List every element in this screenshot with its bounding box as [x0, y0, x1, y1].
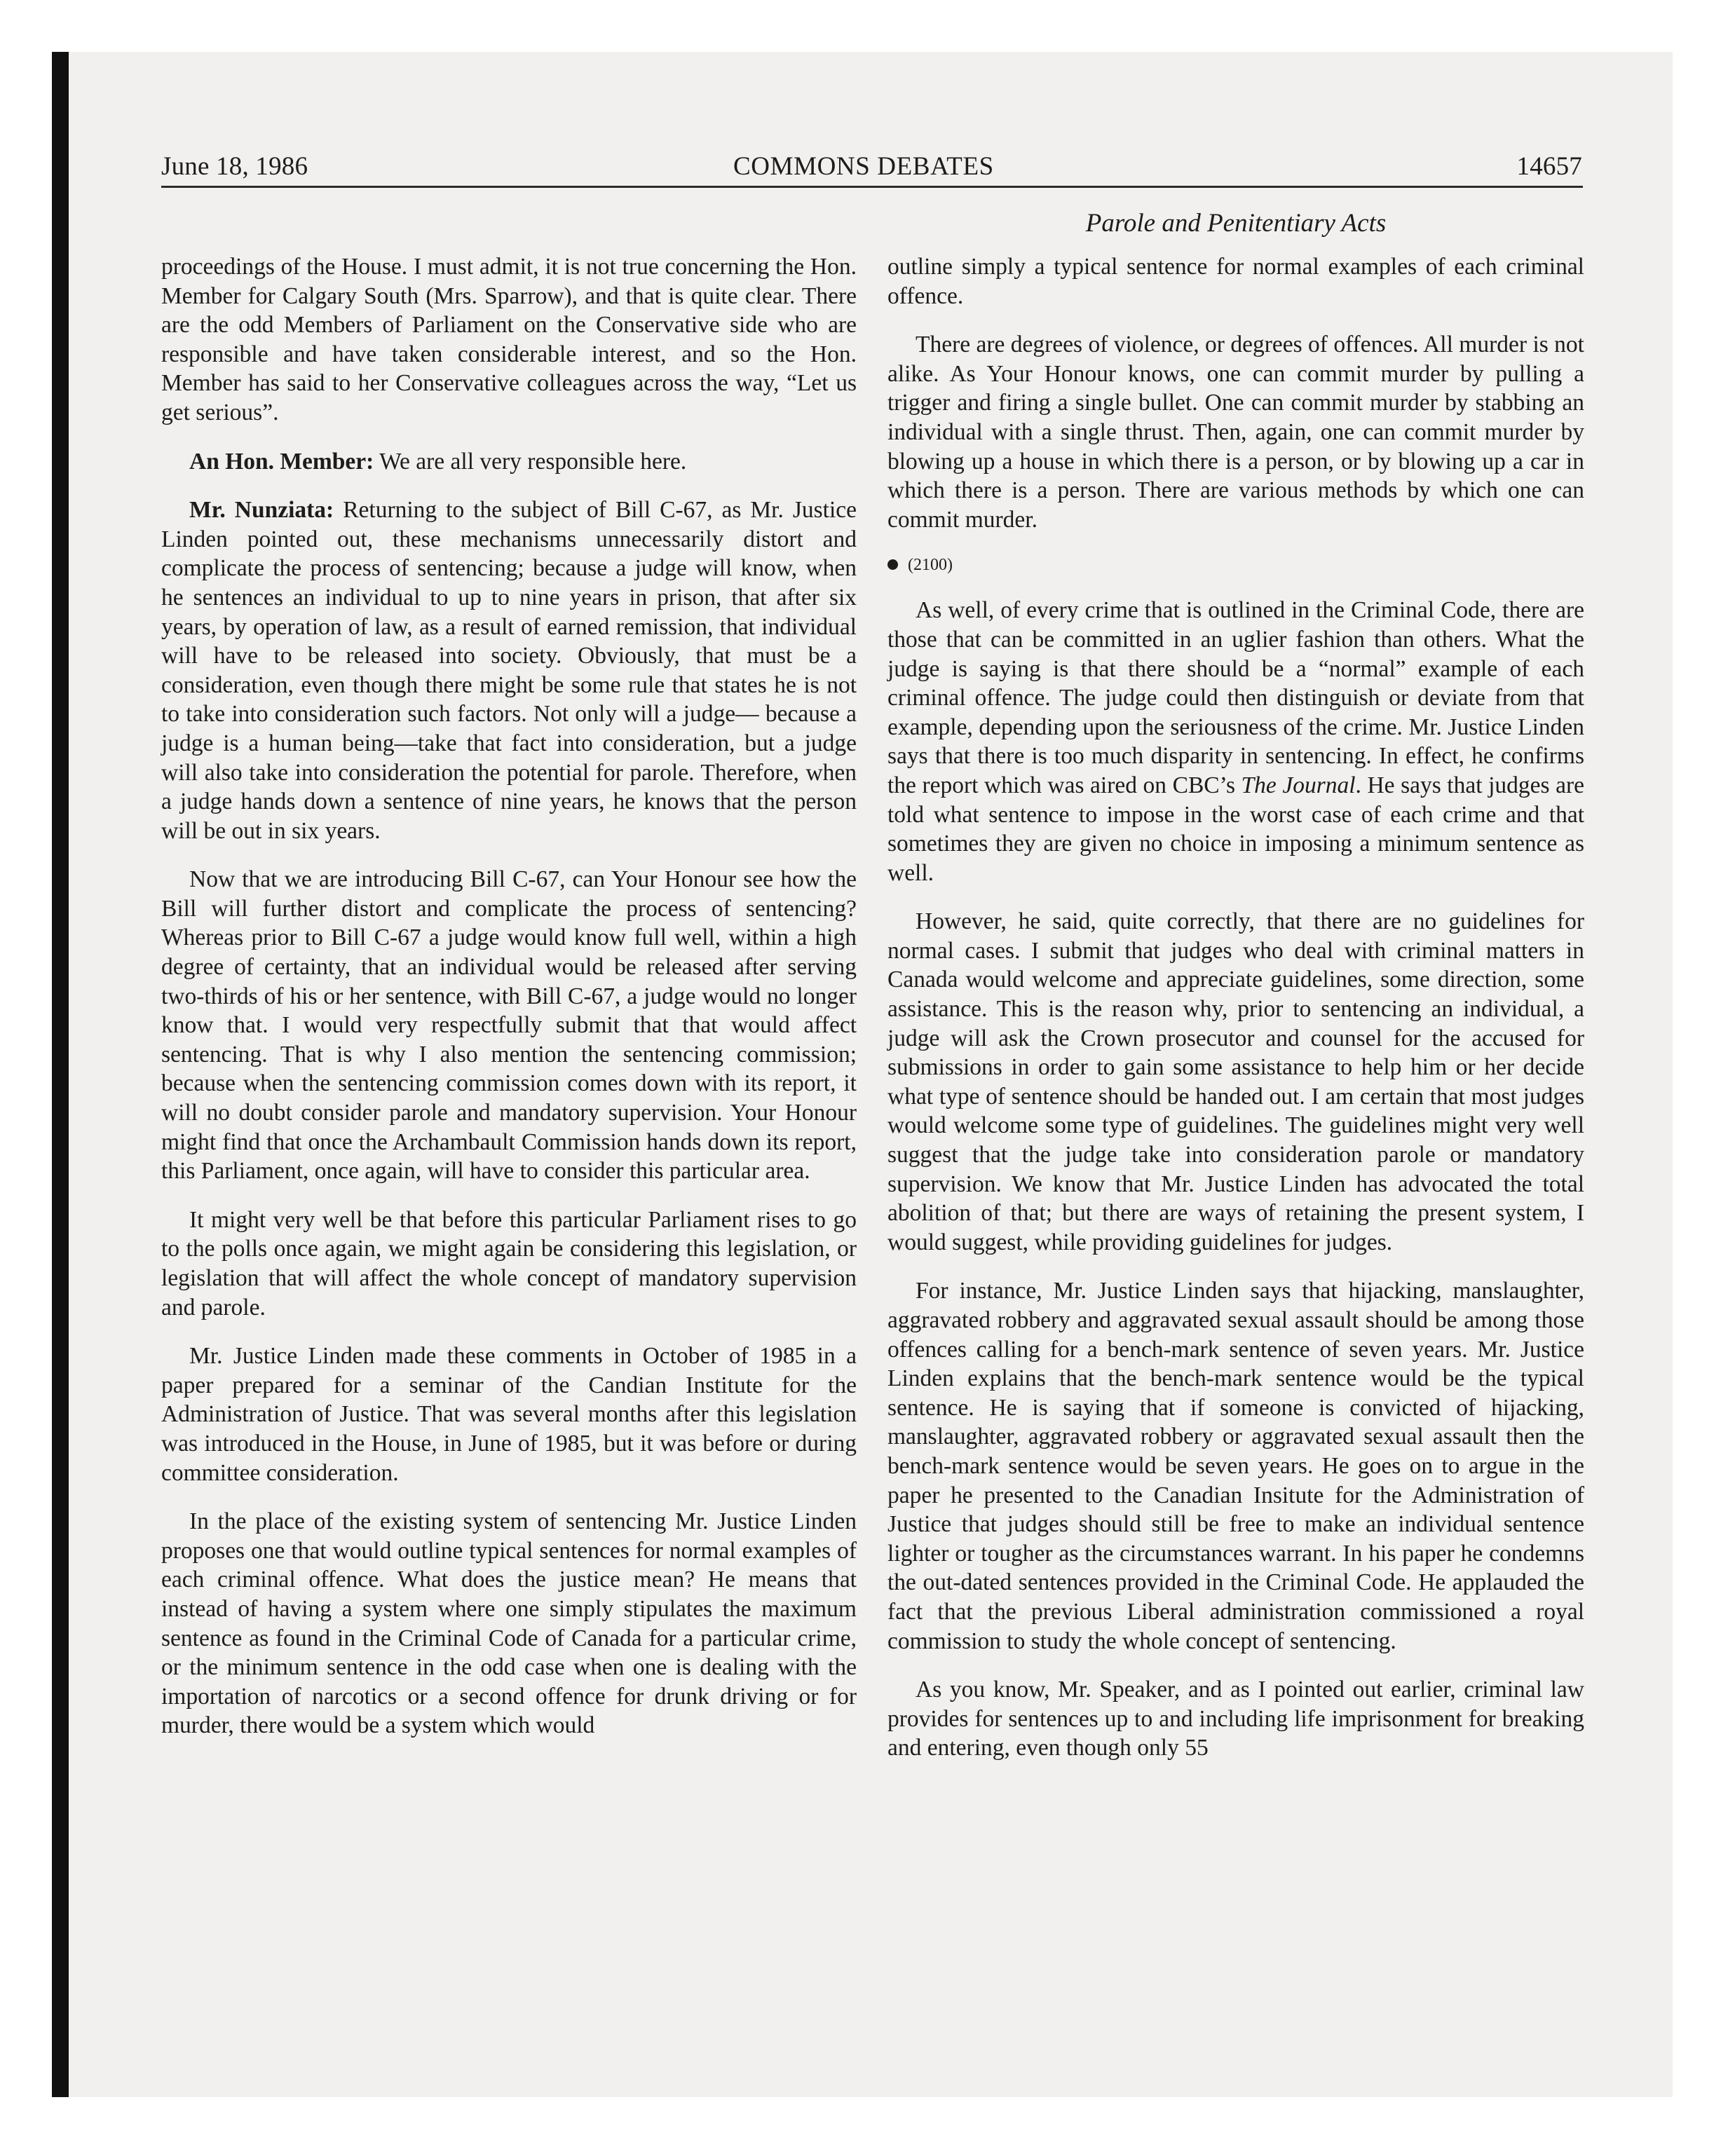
speaker-label: Mr. Nunziata: — [189, 497, 334, 524]
paragraph: Mr. Justice Linden made these comments in October of 1985 in a paper prepared for a seminar of the Candian Institute for the Administration of Justice. That was several months after this legislation was introduced in the House, in June of 1985, but it was before or during committee consideration. — [161, 1343, 857, 1486]
paragraph: In the place of the existing system of sentencing Mr. Justice Linden proposes one that would outline typical sentences for normal examples of each criminal offence. What does the justice mean? He means that instead of having a system where one simply stipulates the maximum sentence as found in the Criminal Code of Canada for a particular crime, or the minimum sentence in the odd case when one is dealing with the importation of narcotics or a second offence for drunk driving or for murder, there would be a system which would — [161, 1508, 857, 1739]
header-rule — [161, 186, 1583, 188]
speaker-label: An Hon. Member: — [189, 448, 374, 475]
scan-edge-shadow — [52, 52, 69, 2097]
program-title: The Journal — [1241, 772, 1356, 798]
left-column — [161, 252, 857, 1740]
paragraph: It might very well be that before this particular Parliament rises to go to the polls once again, we might again be considering this legislation, or legislation that will affect the whole concept of mandatory supervision and parole. — [161, 1206, 857, 1321]
paragraph: As you know, Mr. Speaker, and as I pointed out earlier, criminal law provides for sentences up to and including life imprisonment for breaking and entering, even though only 55 — [887, 1677, 1584, 1761]
time-marker-text: (2100) — [908, 556, 953, 575]
paragraph — [161, 496, 857, 845]
speech-text: Returning to the subject of Bill C-67, as Mr. Justice Linden pointed out, these mechanisms unnecessarily distort and complicate the process of sentencing; because a judge will know, when he sentences an individual to up to nine years in prison, that after six years, by operation of law, as a result of earned remission, that individual will have to be released into society. Obviously, that must be a consideration, even though there might be some rule that states he is not to take into consideration such factors. Not only will a judge— because a judge is a human being—take that fact into consideration, but a judge will also take into consideration the potential for parole. Therefore, when a judge hands down a sentence of nine years, he knows that the person will be out in six years. — [161, 497, 857, 844]
section-title: Parole and Penitentiary Acts — [1085, 209, 1387, 238]
paragraph: For instance, Mr. Justice Linden says that hijacking, manslaughter, aggravated robbery and aggravated sexual assault should be among those offences calling for a bench-mark sentence of seven years. Mr. Justice Linden explains that the bench-mark sentence would be the typical sentence. He is saying that if someone is convicted of hijacking, manslaughter, aggravated robbery or aggravated sexual assault then the bench-mark sentence would be seven years. He goes on to argue in the paper he presented to the Canadian Insitute for the Administration of Justice that judges should still be free to make an individual sentence lighter or tougher as the circumstances warrant. In his paper he condemns the out-dated sentences provided in the Criminal Code. He applauded the fact that the previous Liberal administration commissioned a royal commission to study the whole concept of sentencing. — [887, 1278, 1584, 1654]
time-marker — [887, 554, 1584, 576]
paragraph: outline simply a typical sentence for normal examples of each criminal offence. — [887, 254, 1584, 309]
paragraph: There are degrees of violence, or degrees of offences. All murder is not alike. As Your Honour knows, one can commit murder by pulling a trigger and firing a single bullet. One can commit murder by stabbing an individual with a single thrust. Then, again, one can commit murder by blowing up a house in which there is a person, or by blowing up a car in which there is a person. There are various methods by which one can commit murder. — [887, 332, 1584, 533]
paragraph: Now that we are introducing Bill C-67, can Your Honour see how the Bill will further distort and complicate the process of sentencing? Whereas prior to Bill C-67 a judge would know full well, within a high degree of certainty, that an individual would be released after serving two-thirds of his or her sentence, with Bill C-67, a judge would no longer know that. I would very respectfully submit that that would affect sentencing. That is why I also mention the sentencing commission; because when the sentencing commission comes down with its report, it will no doubt consider parole and mandatory supervision. Your Honour might find that once the Archambault Commission hands down its report, this Parliament, once again, will have to consider this particular area. — [161, 866, 857, 1185]
right-column — [887, 252, 1584, 1763]
paragraph: proceedings of the House. I must admit, it is not true concerning the Hon. Member for Calgary South (Mrs. Sparrow), and that is quite clear. There are the odd Members of Parliament on the Conservative side who are responsible and have taken considerable interest, and so the Hon. Member has said to her Conservative colleagues across the way, “Let us get serious”. — [161, 254, 857, 425]
header-date: June 18, 1986 — [161, 152, 308, 181]
header-page-number: 14657 — [1516, 152, 1582, 181]
paragraph — [887, 596, 1584, 887]
paragraph-text: As well, of every crime that is outlined in the Criminal Code, there are those that can be committed in an uglier fashion than others. What the judge is saying is that there should be a “normal” example of each criminal offence. The judge could then distinguish or deviate from that example, depending upon the seriousness of the crime. Mr. Justice Linden says that there is too much disparity in sentencing. In effect, he confirms the report which was aired on CBC’s — [887, 597, 1584, 798]
paragraph: However, he said, quite correctly, that there are no guidelines for normal cases. I submit that judges who deal with criminal matters in Canada would welcome and appreciate guidelines, some direction, some assistance. This is the reason why, prior to sentencing an individual, a judge will ask the Crown prosecutor and counsel for the accused for submissions in order to gain some assistance to help him or her decide what type of sentence should be handed out. I am certain that most judges would welcome some type of guidelines. The guidelines might very well suggest that the judge take into consideration parole or mandatory supervision. We know that Mr. Justice Linden has advocated the total abolition of that; but there are ways of retaining the present system, I would suggest, while providing guidelines for judges. — [887, 908, 1584, 1255]
paragraph — [161, 447, 857, 477]
speech-text: We are all very responsible here. — [374, 448, 687, 475]
header-title: COMMONS DEBATES — [733, 152, 994, 181]
bullet-icon — [887, 559, 898, 570]
paragraph-text: . He says that judges are told what sentence to impose in the worst case of each crime and that sometimes they are given no choice in imposing a minimum sentence as well. — [887, 772, 1584, 886]
